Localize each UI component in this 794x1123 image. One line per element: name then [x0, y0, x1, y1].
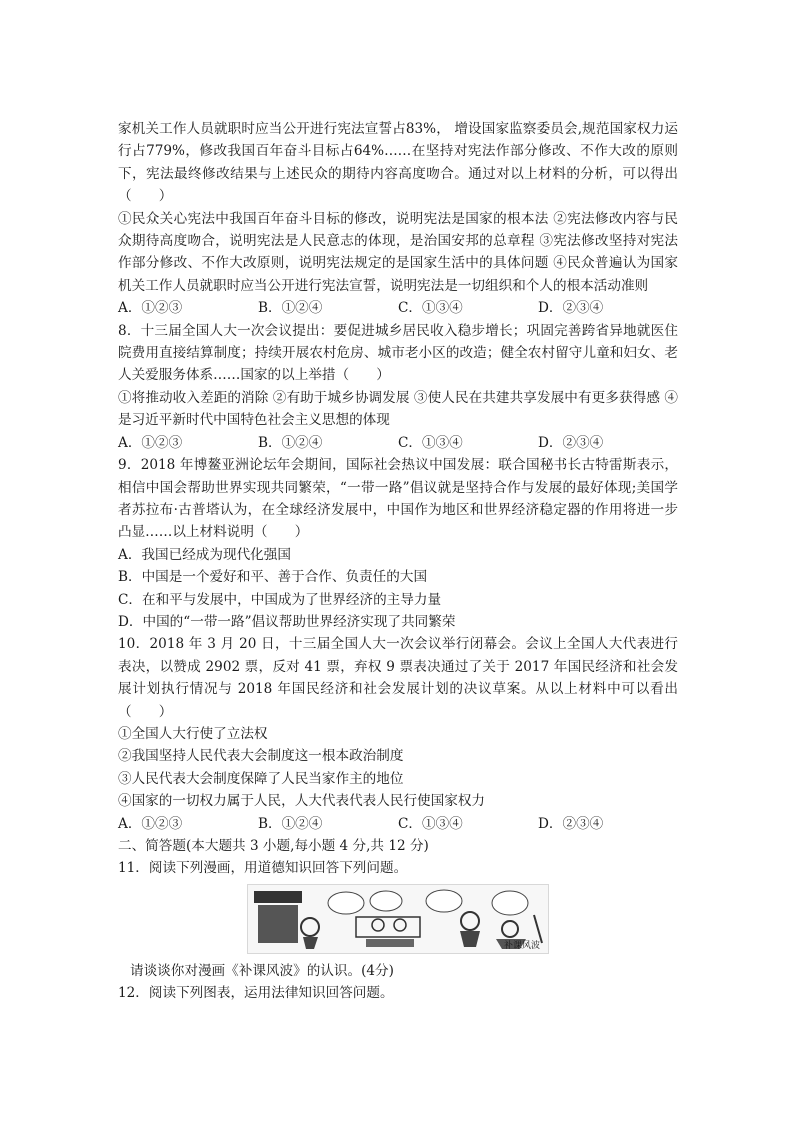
- q10-statement-4: ④国家的一切权力属于人民，人大代表代表人民行使国家权力: [118, 793, 486, 810]
- q9-option-c: C．在和平与发展中，中国成为了世界经济的主导力量: [118, 591, 442, 608]
- exam-page: [118, 118, 678, 1005]
- option-a: A．①②③: [118, 434, 183, 451]
- option-c: C．①③④: [398, 434, 463, 451]
- option-a: A．①②③: [118, 300, 183, 317]
- q11-question: 请谈谈你对漫画《补课风波》的认识。(4分): [130, 962, 394, 979]
- q10-options: [118, 813, 678, 835]
- q9-option-b: B．中国是一个爱好和平、善于合作、负责任的大国: [118, 569, 428, 586]
- option-d: D．②③④: [538, 815, 604, 832]
- option-a: A．①②③: [118, 815, 183, 832]
- option-b: B．①②④: [258, 815, 323, 832]
- q10-statement-1: ①全国人大行使了立法权: [118, 725, 268, 742]
- option-c: C．①③④: [398, 300, 463, 317]
- q7-stem: 家机关工作人员就职时应当公开进行宪法宣誓占83%， 增设国家监察委员会,规范国家权力运行占779%，修改我国百年奋斗目标占64%……在坚持对宪法作部分修改、不作大改的原则下，宪法最终修改结果与上述民众的期待内容高度吻合。通过对以上材料的分析，可以得出（ ）: [118, 121, 678, 205]
- option-d: D．②③④: [538, 300, 604, 317]
- q9-option-a: A．我国已经成为现代化强国: [118, 546, 291, 563]
- section-heading: 二、简答题(本大题共 3 小题,每小题 4 分,共 12 分): [118, 838, 429, 854]
- comic-image: [247, 884, 549, 954]
- q8-stem: 8．十三届全国人大一次会议提出：要促进城乡居民收入稳步增长；巩固完善跨省异地就医住院费用直接结算制度；持续开展农村危房、城市老小区的改造；健全农村留守儿童和妇女、老人关爱服务体系……国家的以上举措（ ）: [118, 322, 678, 384]
- q11-stem: 11．阅读下列漫画，用道德知识回答下列问题。: [118, 860, 408, 877]
- option-b: B．①②④: [258, 434, 323, 451]
- q9-option-d: D．中国的“一带一路”倡议帮助世界经济实现了共同繁荣: [118, 613, 456, 630]
- q7-options: [118, 297, 678, 319]
- q12-stem: 12．阅读下列图表，运用法律知识回答问题。: [118, 985, 394, 1002]
- q8-options: [118, 432, 678, 454]
- q7-statements: ①民众关心宪法中我国百年奋斗目标的修改，说明宪法是国家的根本法 ②宪法修改内容与民众期待高度吻合，说明宪法是人民意志的体现，是治国安邦的总章程 ③宪法修改坚持对宪法作部分修改、不作大改原则，说明宪法规定的是国家生活中的具体问题 ④民众普遍认为国家机关工作人员就职时应当公开进行宪法宣誓，说明宪法是一切组织和个人的根本活动准则: [118, 210, 678, 294]
- option-d: D．②③④: [538, 434, 604, 451]
- q10-stem: 10．2018 年 3 月 20 日，十三届全国人大一次会议举行闭幕会。会议上全国人大代表进行表决，以赞成 2902 票，反对 41 票，弃权 9 票表决通过了关于 2017 年国民经济和社会发展计划执行情况与 2018 年国民经济和社会发展计划的决议草案。从以上材料中可以看出（ ）: [118, 636, 678, 720]
- option-c: C．①③④: [398, 815, 463, 832]
- comic-caption: 补课风波: [503, 940, 540, 951]
- q10-statement-3: ③人民代表大会制度保障了人民当家作主的地位: [118, 770, 404, 787]
- q8-statements: ①将推动收入差距的消除 ②有助于城乡协调发展 ③使人民在共建共享发展中有更多获得感 ④是习近平新时代中国特色社会主义思想的体现: [118, 389, 678, 429]
- q10-statement-2: ②我国坚持人民代表大会制度这一根本政治制度: [118, 748, 404, 765]
- q9-stem: 9．2018 年博鳌亚洲论坛年会期间，国际社会热议中国发展：联合国秘书长古特雷斯表示，相信中国会帮助世界实现共同繁荣，“一带一路”倡议就是坚持合作与发展的最好体现;美国学者苏拉布·古普塔认为，在全球经济发展中，中国作为地区和世界经济稳定器的作用将进一步凸显……以上材料说明（ ）: [118, 457, 678, 541]
- option-b: B．①②④: [258, 300, 323, 317]
